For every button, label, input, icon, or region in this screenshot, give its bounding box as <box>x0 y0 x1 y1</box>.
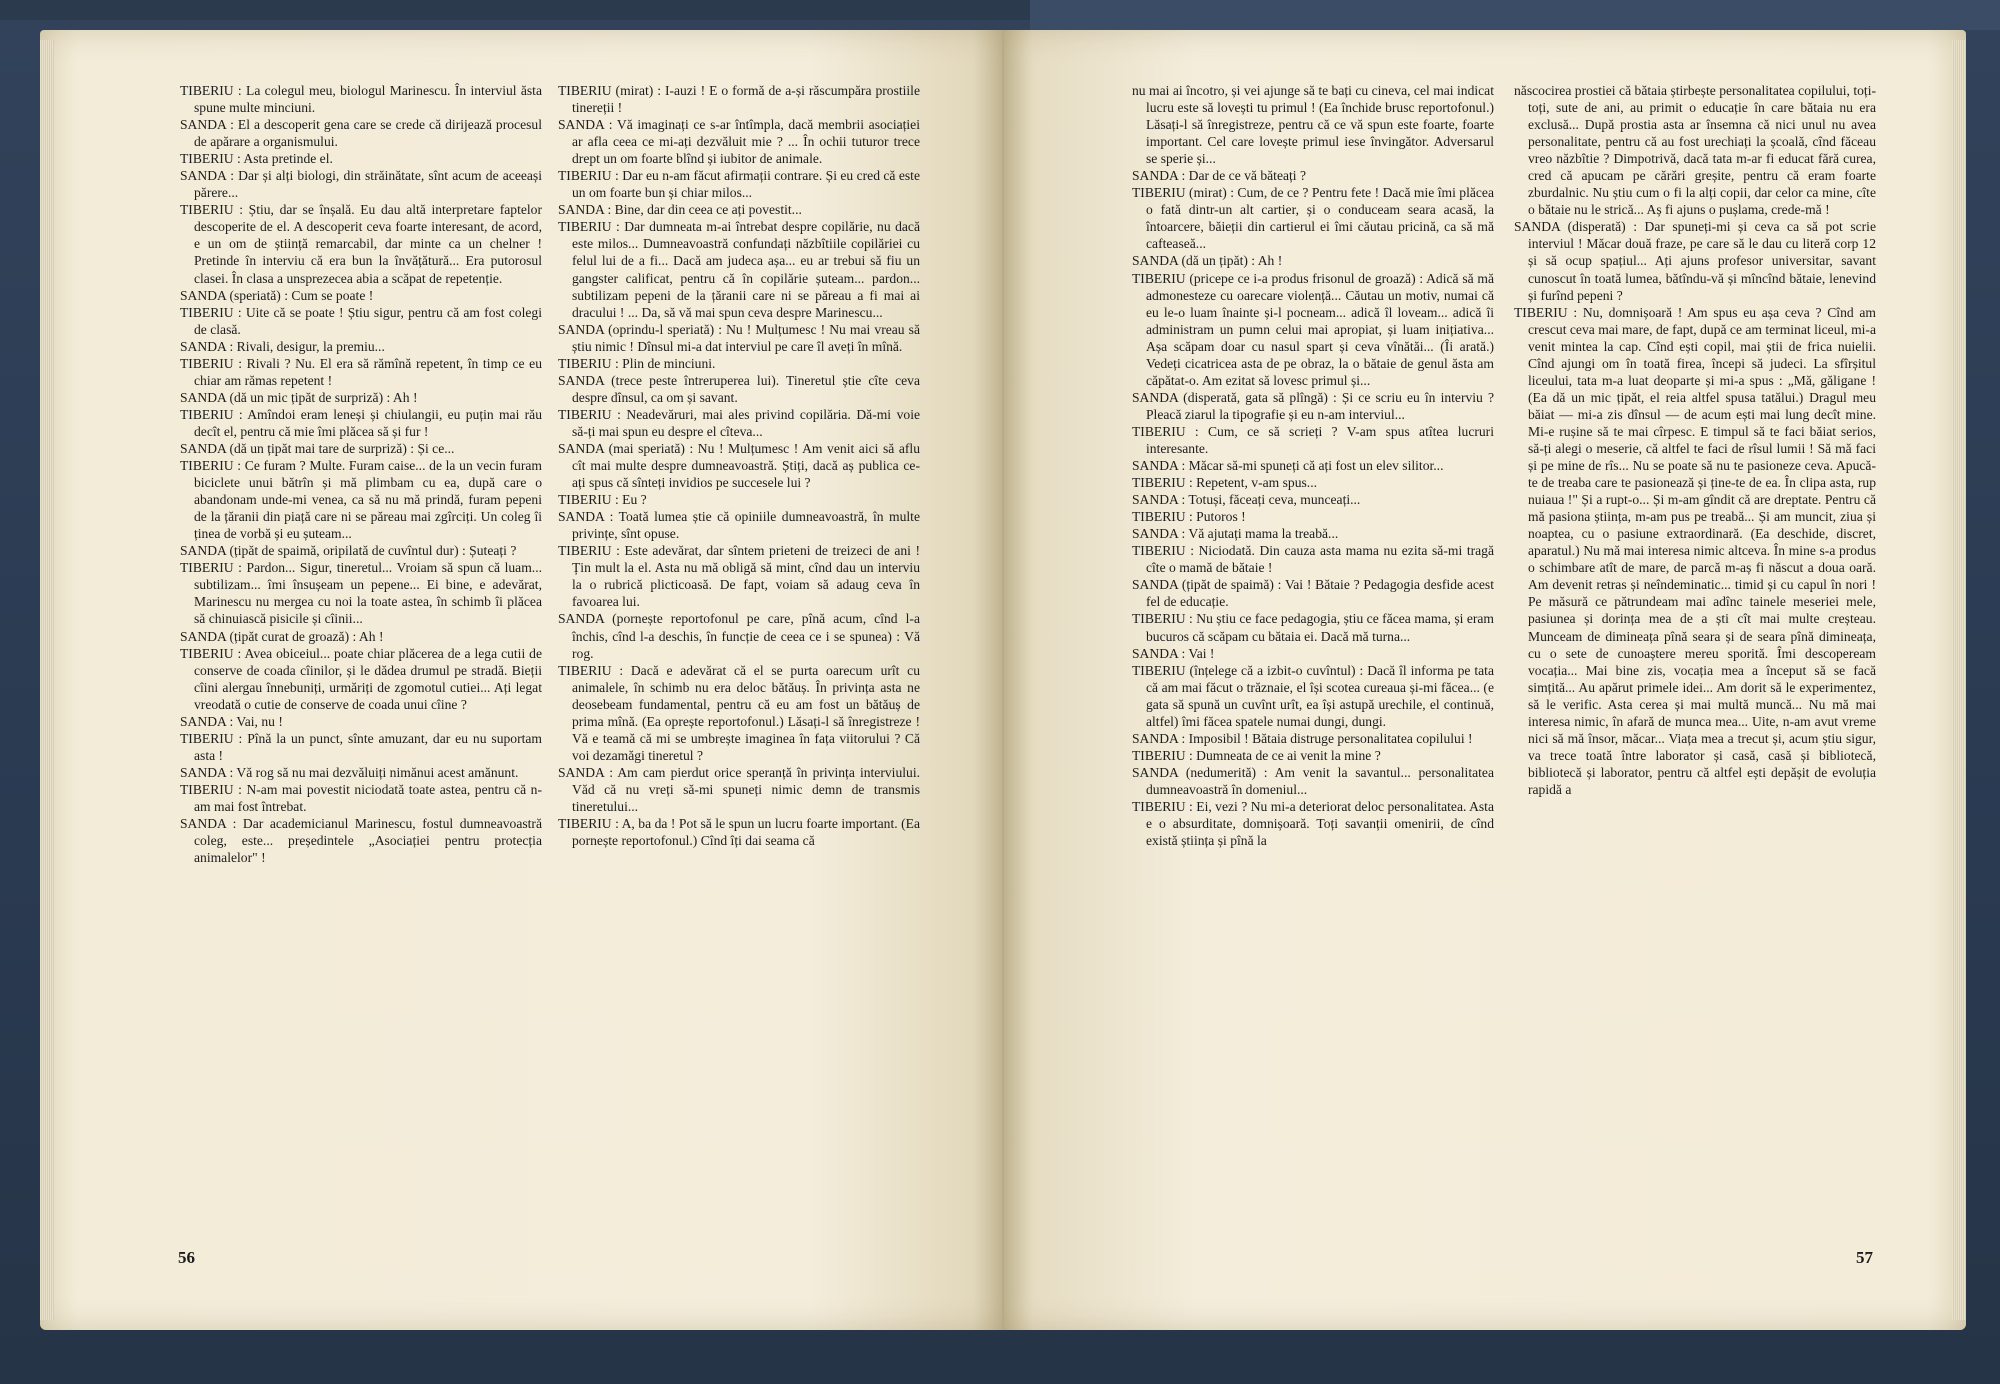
dialogue-paragraph: TIBERIU : Avea obiceiul... poate chiar plăcerea de a lega cutii de conserve de coada cîinilor, și le dădea drumul pe stradă. Bieții cîini alergau înnebuniți, urmăriți de zgomotul cutiei... Ați legat vreodată o cutie de conserve de coada unui cîine ? <box>180 645 542 712</box>
dialogue-paragraph: SANDA : El a descoperit gena care se crede că dirijează procesul de apărare a organismului. <box>180 117 542 150</box>
dialogue-paragraph: TIBERIU : La colegul meu, biologul Marinescu. În interviul ăsta spune multe minciuni. <box>180 83 542 116</box>
dialogue-paragraph: TIBERIU : Nu știu ce face pedagogia, știu ce făcea mama, și eram bucuros că scăpam cu bătaia ei. Dacă mă turna... <box>1132 611 1494 644</box>
dialogue-paragraph: SANDA (dă un mic țipăt de surpriză) : Ah ! <box>180 389 418 405</box>
left-page-column-2 <box>558 82 920 849</box>
dialogue-paragraph: SANDA : Vai, nu ! <box>180 713 283 729</box>
dialogue-paragraph: TIBERIU : Cum, ce să scrieți ? V-am spus atîtea lucruri interesante. <box>1132 423 1494 456</box>
dialogue-paragraph: SANDA (țipăt de spaimă, oripilată de cuvîntul dur) : Șuteați ? <box>180 543 517 559</box>
dialogue-paragraph: SANDA (disperată) : Dar spuneți-mi și ceva ca să pot scrie interviul ! Măcar două fraze, pe care să le dau cu literă corp 12 și să ocup spațiul... Ați ajuns profesor universitar, savant cunoscut în toată lumea, bătîndu-vă și mîncînd bătaie, lenevind și furînd pepeni ? <box>1514 219 1876 303</box>
dialogue-paragraph: SANDA : Bine, dar din ceea ce ați povestit... <box>558 202 802 218</box>
left-page <box>40 30 1002 1330</box>
dialogue-paragraph: TIBERIU : A, ba da ! Pot să le spun un lucru foarte important. (Ea pornește reportofonul.) Cînd îți dai seama că <box>558 816 920 849</box>
dialogue-paragraph: SANDA : Dar academicianul Marinescu, fostul dumneavoastră coleg, este... președintele „Asociației pentru protecția animalelor" ! <box>180 816 542 866</box>
dialogue-paragraph: SANDA : Dar de ce vă băteați ? <box>1132 168 1307 184</box>
dialogue-paragraph: SANDA (mai speriată) : Nu ! Mulțumesc ! Am venit aici să aflu cît mai multe despre dumneavoastră. Știți, dacă aș publica ce-ați spus că sînteți invidios pe succesele lui ? <box>558 440 920 491</box>
dialogue-paragraph: TIBERIU : Niciodată. Din cauza asta mama nu ezita să-mi tragă cîte o mamă de bătaie ! <box>1132 543 1494 576</box>
dialogue-paragraph: SANDA : Vă rog să nu mai dezvăluiți nimănui acest amănunt. <box>180 764 519 780</box>
page-edge <box>40 40 54 1320</box>
dialogue-paragraph: TIBERIU : Știu, dar se înșală. Eu dau altă interpretare faptelor descoperite de el. A descoperit ceva foarte interesant, de acord, e un om de știință remarcabil, dar minte ca un chelner ! Pretinde în interviu că era bun la învățătură... Era putorosul clasei. În clasa a unsprezecea abia a scăpat de repetenție. <box>180 202 542 286</box>
dialogue-paragraph: SANDA : Toată lumea știe că opiniile dumneavoastră, în multe privințe, sînt opuse. <box>558 509 920 542</box>
page-number-left: 56 <box>178 1248 195 1267</box>
dialogue-paragraph: TIBERIU : Dacă e adevărat că el se purta oarecum urît cu animalele, în schimb nu era deloc bătăuș. În privința asta ne deosebeam fundamental, pentru că eu am fost un bătăuș de prima mînă. (Ea oprește reportofonul.) Lăsați-l să înregistreze ! Vă e teamă că mi se umbrește imaginea în fața viitorului ? Că voi dezamăgi tineretul ? <box>558 662 920 763</box>
dialogue-paragraph: născocirea prostiei că bătaia știrbește personalitatea copilului, toți-toți, sute de ani, au primit o educație în care bătaia nu era exclusă... După prostia asta ar însemna că nici unul nu avea personalitate, pentru că au fost urechiați la școală, cînd făceau vreo năzbîtie ? Dimpotrivă, dacă tata m-ar fi educat fără curea, cred că apucam pe cărări greșite, pentru că eram foarte zburdalnic. Nu știu cum o fi la alți copii, dar celor ca mine, cîte o bătaie nu le strică... Aș fi ajuns o pușlama, crede-mă ! <box>1514 83 1876 218</box>
dialogue-paragraph: TIBERIU (mirat) : Cum, de ce ? Pentru fete ! Dacă mie îmi plăcea o fată dintr-un alt cartier, și o conduceam seara acasă, la întoarcere, băieții din cartierul ei îmi căutau pricină, ca să mă cafteaseă... <box>1132 185 1494 252</box>
dialogue-paragraph: TIBERIU : Putoros ! <box>1132 509 1246 525</box>
dialogue-paragraph: TIBERIU : Eu ? <box>558 492 647 508</box>
page-edge <box>1952 40 1966 1320</box>
dialogue-paragraph: TIBERIU : Neadevăruri, mai ales privind copilăria. Dă-mi voie să-ți mai spun eu despre el cîteva... <box>558 406 920 439</box>
dialogue-paragraph: SANDA : Am cam pierdut orice speranță în privința interviului. Văd că nu vreți să-mi spuneți nimic demn de transmis tineretului... <box>558 764 920 814</box>
right-page <box>1004 30 1966 1330</box>
dialogue-paragraph: TIBERIU (mirat) : I-auzi ! E o formă de a-și răscumpăra prostiile tinereții ! <box>558 83 920 116</box>
dialogue-paragraph: TIBERIU : Dar eu n-am făcut afirmații contrare. Și eu cred că este un om foarte bun și chiar milos... <box>558 168 920 201</box>
dialogue-paragraph: SANDA : Măcar să-mi spuneți că ați fost un elev silitor... <box>1132 458 1444 474</box>
dialogue-paragraph: TIBERIU (pricepe ce i-a produs frisonul de groază) : Adică să mă admonesteze cu oarecare violență... Căutau un motiv, numai că eu le-o luam înainte și-l pocneam... adică îl loveam... adică îi administram un pumn celui mai apropiat, și luam inițiativa... Așa scăpam doar cu nasul spart și ceva vînătăi... (Îi arată.) Vedeți cicatricea asta de pe obraz, la o bătaie de genul ăsta am căpătat-o. Am ezitat să lovesc primul și... <box>1132 270 1494 388</box>
dialogue-paragraph: SANDA (țipăt de spaimă) : Vai ! Bătaie ? Pedagogia desfide acest fel de educație. <box>1132 577 1494 610</box>
dialogue-paragraph: SANDA (pornește reportofonul pe care, pînă acum, cînd l-a închis, cînd l-a deschis, în funcție de ceea ce i se spunea) : Vă rog. <box>558 611 920 661</box>
book-cover-top <box>1030 0 2000 30</box>
dialogue-paragraph: TIBERIU : Ce furam ? Multe. Furam caise... de la un vecin furam biciclete unui bătrîn și mă plimbam cu ea, după care o abandonam unde-mi venea, ca să nu mă prindă, furam pepeni de la țăranii din piață care ni se păreau mai zgîrciți. Un coleg îi ținea de vorbă și eu șuteam... <box>180 458 542 542</box>
dialogue-paragraph: TIBERIU : Nu, domnișoară ! Am spus eu așa ceva ? Cînd am crescut ceva mai mare, de fapt, după ce am terminat liceul, mi-a venit mintea la cap. Cînd ești copil, mai știi de frica nuielii. Cînd ajungi om în toată firea, începi să judeci. La sfîrșitul liceului, tata m-a luat deoparte și mi-a spus : „Mă, găligane ! (Ea dă un mic țipăt, el reia altfel spusa tatălui.) Dragul meu băiat — mi-a zis dînsul — de acum ești mai lung decît mine. Mi-e rușine să te mai cîrpesc. E timpul să te faci băiat serios, să-ți alegi o meserie, că altfel te faci de rîsul lumii ! Să mă faci și pe mine de rîs... Nu se poate să nu te pasioneze ceva. Apucă-te de treaba care te pasionează și ține-te de ea. În clipa asta, rup nuiaua !" Și a rupt-o... Și m-am gîndit că are dreptate. Pentru că mă pasiona știința, m-am pus pe treabă... Și am muncit, ziua și noaptea, cu o pasiune extraordinară. (Ea deschide, discret, aparatul.) Nu mă mai interesa nimic altceva. În mine s-a produs o schimbare atît de mare, de parcă m-aș fi născut a doua oară. Am devenit retras și neîndeminatic... timid și cu capul în nori ! Pe măsură ce pătrundeam mai adînc tainele meseriei mele, pasiunea și dorința mea de a ști cît mai multe creșteau. Munceam de dimineața pînă seara și de seara pînă dimineața, cu o sete de cunoaștere mereu sporită. Îmi descopeream vocația... Mai bine zis, vocația mea a început să se facă simțită... Au apărut primele idei... Am dorit să le experimentez, să le verific. Asta cerea și mai multă muncă... Nu mă mai interesa nimic, în afară de munca mea... Uite, n-am avut vreme nici să mă însor, măcar... Viața mea a trecut și, acum știu sigur, va trece toată între laborator și casă, casă și bibliotecă, bibliotecă și laborator, pentru că altfel ești depășit de evoluția rapidă a <box>1514 304 1876 797</box>
dialogue-paragraph: TIBERIU : Pînă la un punct, sînte amuzant, dar eu nu suportam asta ! <box>180 730 542 763</box>
dialogue-paragraph: TIBERIU : Repetent, v-am spus... <box>1132 475 1317 491</box>
dialogue-paragraph: SANDA (dă un țipăt mai tare de surpriză) : Și ce... <box>180 440 455 456</box>
dialogue-paragraph: TIBERIU : Uite că se poate ! Știu sigur, pentru că am fost colegi de clasă. <box>180 304 542 337</box>
dialogue-paragraph: TIBERIU : Amîndoi eram leneși și chiulangii, eu puțin mai rău decît el, pentru că mie îmi plăcea să și fur ! <box>180 406 542 439</box>
dialogue-paragraph: SANDA : Vă ajutați mama la treabă... <box>1132 526 1339 542</box>
dialogue-paragraph: TIBERIU : Este adevărat, dar sîntem prieteni de treizeci de ani ! Țin mult la el. Asta nu mă obligă să mint, cînd dau un interviu la o rubrică plicticoasă. De fapt, voiam să adaug ceva în favoarea lui. <box>558 543 920 610</box>
dialogue-paragraph: SANDA (speriată) : Cum se poate ! <box>180 287 374 303</box>
dialogue-paragraph: TIBERIU : Rivali ? Nu. El era să rămînă repetent, în timp ce eu chiar am rămas repetent ! <box>180 355 542 388</box>
dialogue-paragraph: SANDA (nedumerită) : Am venit la savantul... personalitatea dumneavoastră în domeniul... <box>1132 764 1494 797</box>
dialogue-paragraph: TIBERIU : Dar dumneata m-ai întrebat despre copilărie, nu dacă este milos... Dumneavoastră confundați năzbîtiile copilăriei cu felul lui de a fi... Dacă am judeca așa... eu ar trebui să fiu un gangster calificat, pentru că în copilărie șuteam... pardon... subtilizam pepeni de la țăranii care ni se păreau a fi mai ai dracului ! ... Da, să vă mai spun ceva despre Marinescu... <box>558 219 920 320</box>
dialogue-paragraph: TIBERIU : Asta pretinde el. <box>180 151 333 167</box>
dialogue-paragraph: TIBERIU : Pardon... Sigur, tineretul... Vroiam să spun că luam... subtilizam... îmi însușeam un pepene... Ei bine, e adevărat, Marinescu nu mergea cu noi la toate astea, în schimb îi plăcea să chinuiască pisicile și cîinii... <box>180 560 542 627</box>
dialogue-paragraph: SANDA : Rivali, desigur, la premiu... <box>180 338 385 354</box>
dialogue-paragraph: SANDA : Vă imaginați ce s-ar întîmpla, dacă membrii asociației ar afla ceea ce mi-ați dezvăluit mie ? ... În ochii tuturor trece drept un om foarte blînd și iubitor de animale. <box>558 117 920 167</box>
dialogue-paragraph: TIBERIU : Dumneata de ce ai venit la mine ? <box>1132 747 1381 763</box>
right-page-column-2 <box>1514 82 1876 798</box>
dialogue-paragraph: TIBERIU : Ei, vezi ? Nu mi-a deteriorat deloc personalitatea. Asta e o absurditate, domnișoară. Toți savanții omenirii, de cînd există știința și pînă la <box>1132 798 1494 849</box>
page-number-right: 57 <box>1856 1248 1873 1267</box>
dialogue-paragraph: TIBERIU : N-am mai povestit niciodată toate astea, pentru că n-am mai fost întrebat. <box>180 781 542 814</box>
right-page-column-1 <box>1132 82 1494 849</box>
dialogue-paragraph: SANDA : Dar și alți biologi, din străinătate, sînt acum de aceeași părere... <box>180 168 542 201</box>
dialogue-paragraph: SANDA : Imposibil ! Bătaia distruge personalitatea copilului ! <box>1132 730 1473 746</box>
left-page-column-1 <box>180 82 542 866</box>
dialogue-paragraph: SANDA (țipăt curat de groază) : Ah ! <box>180 628 384 644</box>
dialogue-paragraph: SANDA : Totuși, făceați ceva, munceați... <box>1132 492 1361 508</box>
dialogue-paragraph: TIBERIU (înțelege că a izbit-o cuvîntul) : Dacă îl informa pe tata că am mai făcut o trăznaie, el își scotea cureaua și-mi făcea... (e gata să spună un cuvînt urît, ea își astupă urechile, el continuă, altfel) îmi făcea spatele numai dungi, dungi. <box>1132 662 1494 729</box>
dialogue-paragraph: nu mai ai încotro, și vei ajunge să te bați cu cineva, cel mai indicat lucru este să lovești tu primul ! (Ea închide brusc reportofonul.) Lăsați-l să înregistreze, pentru că ce vă spun este foarte, foarte important. Cel care lovește primul iese învingător. Adversarul se sperie și... <box>1132 83 1494 167</box>
dialogue-paragraph: SANDA (dă un țipăt) : Ah ! <box>1132 253 1283 269</box>
open-book <box>40 30 1970 1360</box>
dialogue-paragraph: SANDA (oprindu-l speriată) : Nu ! Mulțumesc ! Nu mai vreau să știu nimic ! Dînsul mi-a dat interviul pe care îl aveți în mînă. <box>558 321 920 354</box>
dialogue-paragraph: TIBERIU : Plin de minciuni. <box>558 355 716 371</box>
dialogue-paragraph: SANDA (trece peste întreruperea lui). Tineretul știe cîte ceva despre dînsul, ca om și savant. <box>558 372 920 405</box>
dialogue-paragraph: SANDA : Vai ! <box>1132 645 1215 661</box>
dialogue-paragraph: SANDA (disperată, gata să plîngă) : Și ce scriu eu în interviu ? Pleacă ziarul la tipografie și eu n-am interviul... <box>1132 389 1494 422</box>
